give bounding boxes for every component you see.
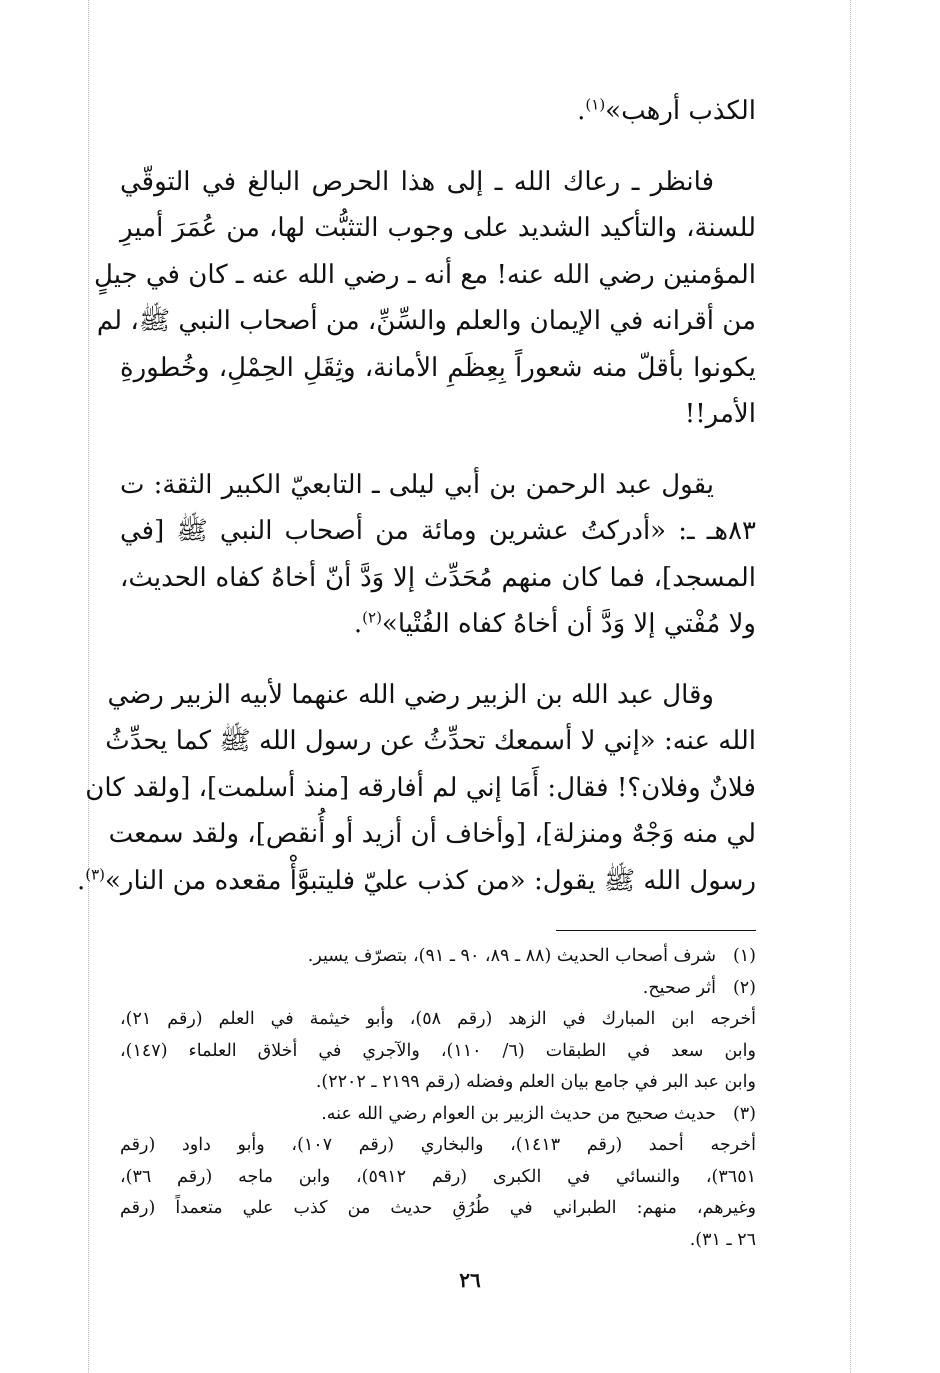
text-line: المسجد]، فما كان منهم مُحَدِّث إلا وَدَّ أنّ أخاهُ كفاه الحديث،	[120, 562, 756, 593]
footnote-body	[120, 973, 716, 1005]
footnote-3	[120, 1099, 756, 1131]
text-line: يقول عبد الرحمن بن أبي ليلى ـ التابعيّ الكبير الثقة: ت	[120, 469, 714, 500]
footnote-3-source	[120, 1130, 756, 1256]
footnote-number: (٢)	[732, 977, 756, 998]
paragraph-1	[94, 159, 756, 438]
footnote-2-source	[120, 1004, 756, 1099]
footnote-line: أخرجه أحمد (رقم ١٤١٣)، والبخاري (رقم ١٠٧)، وأبو داود (رقم	[120, 1135, 756, 1155]
paragraph-2	[120, 462, 756, 648]
text-line: رسول الله ﷺ يقول: «من كذب عليّ فليتبوَّأْ مقعده من النار»$^{(٣)}$.	[76, 864, 756, 896]
text-line: الكذب أرهب»$^{(١)}$.	[577, 95, 756, 126]
footnote-line: أثر صحيح.	[642, 977, 716, 998]
text-line: لي منه وَجْهٌ ومنزلة]، [وأخاف أن أزيد أو أُنقص]، ولقد سمعت	[108, 819, 756, 849]
footnote-ref-3: (٣)	[85, 864, 105, 883]
footnote-line: وغيرهم، منهم: الطبراني في طُرُقِ حديث من كذب علي متعمداً (رقم	[120, 1198, 756, 1218]
page-content	[76, 88, 756, 1256]
text-line: الأمر!!	[684, 399, 756, 429]
text-line: ولا مُفْتي إلا وَدَّ أن أخاهُ كفاه الفُتْيا»$^{(٢)}$.	[353, 608, 756, 639]
footnote-body	[120, 941, 716, 973]
text-line: ٨٣هـ ـ: «أدركتُ عشرين ومائة من أصحاب النبي ﷺ [في	[120, 516, 756, 546]
footnote-ref-2: (٢)	[362, 608, 382, 627]
footnote-separator	[556, 930, 756, 931]
footnote-line: أخرجه ابن المبارك في الزهد (رقم ٥٨)، وأبو خيثمة في العلم (رقم ٢١)،	[120, 1009, 756, 1029]
footnote-line: وابن عبد البر في جامع بيان العلم وفضله (رقم ٢١٩٩ ـ ٢٢٠٢).	[315, 1072, 756, 1092]
footnote-line: وابن سعد في الطبقات (٦/ ١١٠)، والآجري في أخلاق العلماء (١٤٧)،	[120, 1040, 756, 1061]
footnote-line: حديث صحيح من حديث الزبير بن العوام رضي الله عنه.	[321, 1103, 716, 1124]
page-number: ٢٦	[459, 1268, 481, 1292]
text-line: يكونوا بأقلّ منه شعوراً بِعِظَمِ الأمانة، وثِقَلِ الحِمْلِ، وخُطورةِ	[120, 352, 756, 383]
footnote-2	[120, 973, 756, 1005]
text-line: فلانٌ وفلان؟! فقال: أَمَا إني لم أفارقه [منذ أسلمت]، [ولقد كان	[85, 772, 756, 803]
text-line: من أقرانه في الإيمان والعلم والسِّنِّ، من أصحاب النبي ﷺ، لم	[96, 306, 756, 336]
text-line: فانظر ـ رعاك الله ـ إلى هذا الحرص البالغ في التوقّي	[120, 166, 714, 197]
left-margin-rule	[88, 0, 89, 1373]
footnote-line: ٢٦ ـ ٣١).	[689, 1229, 756, 1250]
text-line: المؤمنين رضي الله عنه! مع أنه ـ رضي الله عنه ـ كان في جيلٍ	[94, 259, 756, 290]
footnote-line: شرف أصحاب الحديث (٨٨ ـ ٨٩، ٩٠ ـ ٩١)، بتصرّف يسير.	[307, 946, 716, 966]
text-line: للسنة، والتأكيد الشديد على وجوب التثبُّت لها، من عُمَرَ أميرِ	[120, 213, 756, 243]
footnotes	[120, 941, 756, 1256]
paragraph-3	[76, 672, 756, 905]
footnote-number: (٣)	[732, 1103, 756, 1124]
footnote-number: (١)	[732, 946, 756, 966]
text-line: الله عنه: «إني لا أسمعك تحدِّثُ عن رسول الله ﷺ كما يحدِّثُ	[105, 726, 756, 756]
right-margin-rule	[850, 0, 851, 1373]
text-line: وقال عبد الله بن الزبير رضي الله عنهما لأبيه الزبير رضي	[107, 679, 714, 710]
footnote-line: ٣٦٥١)، والنسائي في الكبرى (رقم ٥٩١٢)، وابن ماجه (رقم ٣٦)،	[120, 1166, 756, 1187]
footnote-body	[120, 1099, 716, 1131]
footnote-1	[120, 941, 756, 973]
paragraph-0	[120, 88, 756, 135]
footnote-ref-1: (١)	[585, 95, 606, 114]
